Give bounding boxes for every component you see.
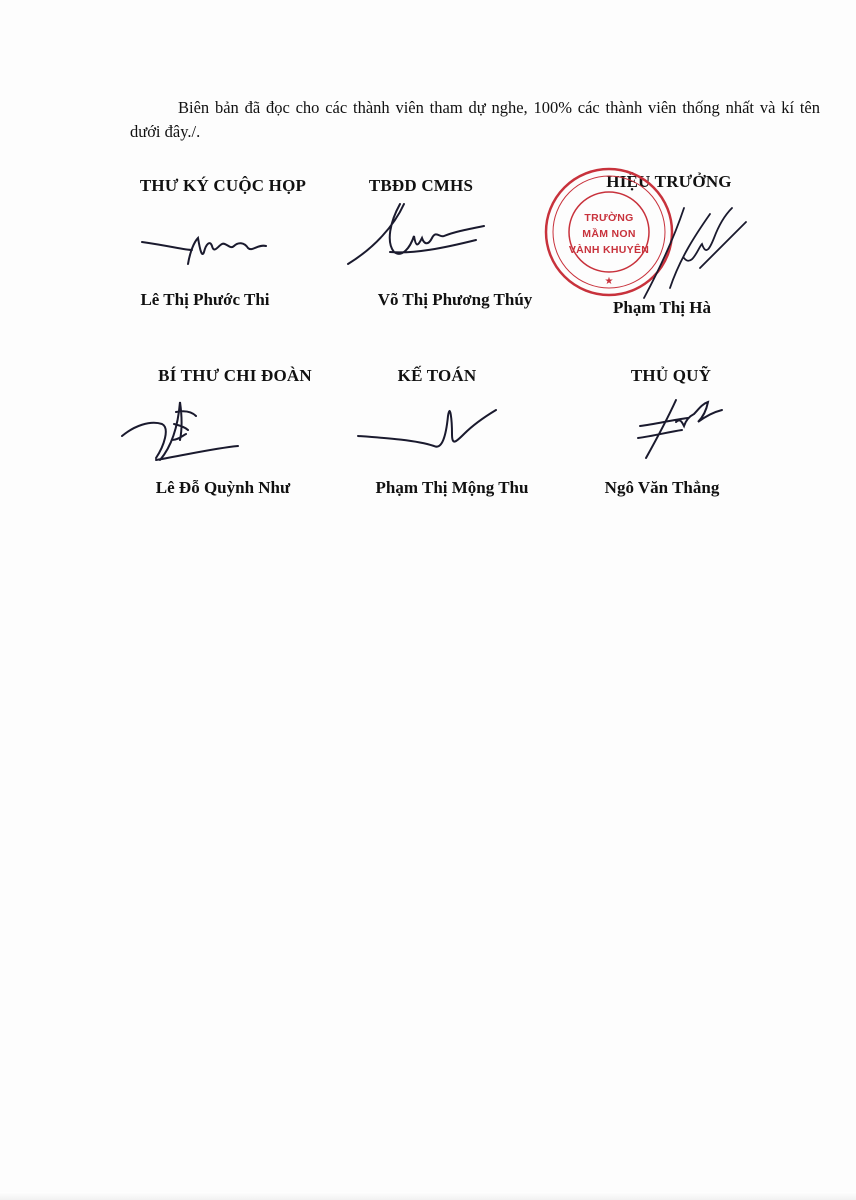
role-title: TBĐD CMHS (368, 176, 474, 195)
closing-statement: Biên bản đã đọc cho các thành viên tham dự nghe, 100% các thành viên thống nhất và kí tên dưới đây./. (130, 98, 820, 141)
name-accountant-block (337, 478, 567, 498)
signature-parents-rep (306, 176, 536, 196)
treasurer-signature-mark (636, 392, 726, 462)
name-parents-rep-block (340, 290, 570, 310)
svg-text:★: ★ (604, 276, 614, 287)
stamp-text: TRƯỜNG MẦM NON VÀNH KHUYÊN (568, 212, 650, 256)
signature-treasurer (556, 366, 786, 386)
signer-name: Lê Thị Phước Thi (140, 290, 270, 309)
signature-youth-secretary (120, 366, 350, 386)
signature-secretary (108, 176, 338, 196)
accountant-signature-mark (356, 396, 506, 456)
signer-name: Lê Đỗ Quỳnh Như (155, 478, 291, 497)
name-treasurer-block (547, 478, 777, 498)
parents-rep-signature-mark (344, 196, 494, 272)
role-title: BÍ THƯ CHI ĐOÀN (158, 366, 312, 385)
role-title: HIỆU TRƯỞNG (606, 172, 732, 191)
secretary-signature-mark (140, 232, 270, 272)
role-title: KẾ TOÁN (397, 366, 477, 385)
signature-accountant (322, 366, 552, 386)
signer-name: Phạm Thị Mộng Thu (375, 478, 529, 497)
page-bottom-edge (0, 1192, 856, 1200)
name-youth-secretary-block (108, 478, 338, 498)
role-title: THỦ QUỸ (630, 366, 712, 385)
name-principal-block (547, 298, 777, 318)
signer-name: Võ Thị Phương Thúy (377, 290, 533, 309)
name-secretary-block (90, 290, 320, 310)
signer-name: Phạm Thị Hà (613, 298, 711, 317)
principal-signature-mark (640, 198, 750, 308)
youth-secretary-signature-mark (120, 396, 244, 466)
role-title: THƯ KÝ CUỘC HỌP (139, 176, 307, 195)
signer-name: Ngô Văn Thẳng (604, 478, 720, 497)
